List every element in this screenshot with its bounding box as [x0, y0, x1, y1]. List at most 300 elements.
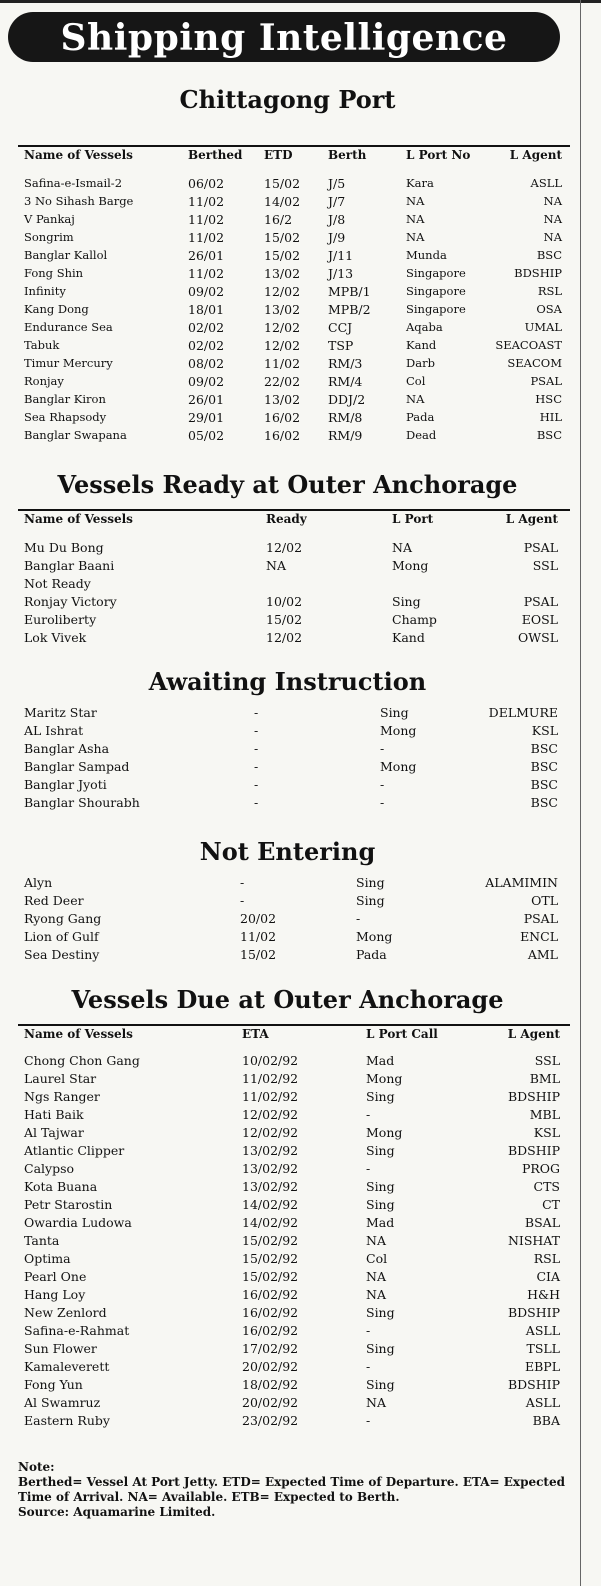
table-cell: 13/02	[264, 392, 301, 407]
col-header: Ready	[266, 512, 307, 526]
table-cell: ASLL	[525, 1323, 560, 1338]
table-cell: -	[254, 723, 259, 738]
page-title: Shipping Intelligence	[8, 12, 560, 62]
table-row	[18, 248, 570, 266]
table-cell: Champ	[392, 612, 437, 627]
table-cell: Mong	[380, 723, 417, 738]
table-cell: ASLL	[530, 176, 562, 190]
table-header	[18, 1027, 570, 1045]
table-cell: Sing	[366, 1179, 395, 1194]
table-cell: HSC	[535, 392, 562, 406]
table-cell: BDSHIP	[507, 1305, 560, 1320]
table-cell: NA	[543, 212, 562, 226]
table-row	[18, 540, 570, 558]
table-cell: Col	[366, 1251, 388, 1266]
table-cell: 15/02/92	[242, 1233, 299, 1248]
table-cell: -	[366, 1161, 371, 1176]
table-cell: 15/02	[264, 248, 301, 263]
table-cell: BDSHIP	[507, 1143, 560, 1158]
table-cell: 09/02	[188, 374, 225, 389]
table-cell: Fong Shin	[24, 266, 84, 280]
table-header	[18, 148, 570, 166]
table-cell: 23/02/92	[242, 1413, 299, 1428]
table-cell: DELMURE	[488, 705, 558, 720]
table-cell: RM/9	[328, 428, 363, 443]
table-cell: Fong Yun	[24, 1377, 83, 1392]
table-row	[18, 176, 570, 194]
table-row	[18, 558, 570, 576]
table-cell: Mad	[366, 1053, 395, 1068]
section-heading-ready: Vessels Ready at Outer Anchorage	[57, 470, 518, 499]
table-cell: Singapore	[406, 302, 466, 316]
table-cell: 02/02	[188, 338, 225, 353]
table-row	[18, 284, 570, 302]
table-cell: Al Swamruz	[24, 1395, 101, 1410]
table-row	[18, 1359, 570, 1377]
table-cell: BDSHIP	[507, 1089, 560, 1104]
table-cell: EBPL	[524, 1359, 560, 1374]
table-cell: TSP	[328, 338, 354, 353]
table-cell: Laurel Star	[24, 1071, 97, 1086]
table-cell: PSAL	[530, 374, 562, 388]
source-text: Source: Aquamarine Limited.	[18, 1505, 216, 1519]
table-row	[18, 266, 570, 284]
table-cell: Banglar Baani	[24, 558, 115, 573]
table-cell: Col	[406, 374, 426, 388]
table-row	[18, 194, 570, 212]
table-cell: 14/02/92	[242, 1215, 299, 1230]
table-header	[18, 512, 570, 530]
table-cell: SSL	[532, 558, 558, 573]
table-cell: 18/01	[188, 302, 225, 317]
table-row	[18, 1053, 570, 1071]
table-cell: Ngs Ranger	[24, 1089, 100, 1104]
table-row	[18, 1215, 570, 1233]
table-cell: Ronjay Victory	[24, 594, 117, 609]
table-cell: J/5	[328, 176, 346, 191]
col-header: Berth	[328, 148, 367, 162]
table-cell: -	[254, 759, 259, 774]
table-cell: KSL	[533, 1125, 560, 1140]
table-row	[18, 630, 570, 648]
table-cell: Atlantic Clipper	[24, 1143, 125, 1158]
table-cell: TSLL	[526, 1341, 560, 1356]
table-row	[18, 374, 570, 392]
table-cell: 11/02/92	[242, 1071, 299, 1086]
table-row	[18, 212, 570, 230]
table-cell: Sing	[356, 893, 385, 908]
table-cell: Sing	[366, 1377, 395, 1392]
table-cell: -	[366, 1359, 371, 1374]
table-cell: Mad	[366, 1215, 395, 1230]
table-cell: Kand	[406, 338, 437, 352]
table-cell: 05/02	[188, 428, 225, 443]
table-cell: NA	[543, 194, 562, 208]
table-cell: BDSHIP	[507, 1377, 560, 1392]
table-cell: Pada	[356, 947, 387, 962]
table-cell: Kand	[392, 630, 425, 645]
note-block	[18, 1460, 570, 1520]
table-cell: Lok Vivek	[24, 630, 87, 645]
table-cell: 13/02	[264, 266, 301, 281]
table-cell: BDSHIP	[514, 266, 562, 280]
table-cell: Banglar Shourabh	[24, 795, 140, 810]
table-row	[18, 795, 570, 813]
table-cell: 15/02	[264, 176, 301, 191]
table-cell: BSC	[530, 759, 558, 774]
col-header: L Agent	[505, 512, 558, 526]
top-rule	[0, 0, 601, 3]
table-cell: Mong	[366, 1071, 403, 1086]
chittagong-table	[18, 148, 570, 446]
table-cell: Sing	[380, 705, 409, 720]
table-cell: NA	[406, 392, 425, 406]
table-cell: -	[380, 795, 385, 810]
column-rule	[580, 0, 581, 1586]
table-row	[18, 1161, 570, 1179]
table-cell: 12/02	[264, 284, 301, 299]
table-cell: Darb	[406, 356, 435, 370]
table-row	[18, 1305, 570, 1323]
table-cell: 16/02/92	[242, 1323, 299, 1338]
table-cell: ALAMIMIN	[485, 875, 558, 890]
table-cell: 29/01	[188, 410, 225, 425]
table-cell: Banglar Sampad	[24, 759, 130, 774]
section-heading-awaiting: Awaiting Instruction	[148, 667, 427, 696]
table-row	[18, 1125, 570, 1143]
table-cell: -	[254, 741, 259, 756]
table-cell: 16/02	[264, 410, 301, 425]
table-cell: Banglar Jyoti	[24, 777, 107, 792]
table-cell: Chong Chon Gang	[24, 1053, 140, 1068]
table-cell: Timur Mercury	[24, 356, 113, 370]
table-row	[18, 338, 570, 356]
table-cell: CCJ	[328, 320, 353, 335]
table-cell: 12/02	[264, 338, 301, 353]
table-cell: Maritz Star	[24, 705, 97, 720]
table-cell: Al Tajwar	[24, 1125, 84, 1140]
table-row	[18, 1233, 570, 1251]
table-cell: Mong	[356, 929, 393, 944]
table-row	[18, 705, 570, 723]
table-cell: Kang Dong	[24, 302, 89, 316]
table-cell: 12/02/92	[242, 1125, 299, 1140]
table-cell: J/9	[328, 230, 346, 245]
table-row	[18, 612, 570, 630]
col-header: L Agent	[509, 148, 562, 162]
table-row	[18, 759, 570, 777]
note-text: Berthed= Vessel At Port Jetty. ETD= Expected Time of Departure. ETA= Expected Time of Arrival. NA= Available. ETB= Expected to Berth.	[18, 1475, 565, 1504]
table-cell: RM/4	[328, 374, 363, 389]
table-cell: Sing	[366, 1089, 395, 1104]
table-cell: Munda	[406, 248, 447, 262]
table-cell: Sing	[366, 1305, 395, 1320]
table-cell: BBA	[532, 1413, 560, 1428]
table-row	[18, 777, 570, 795]
table-cell: ASLL	[525, 1395, 560, 1410]
table-cell: BSC	[530, 777, 558, 792]
table-cell: Kota Buana	[24, 1179, 98, 1194]
table-cell: Euroliberty	[24, 612, 97, 627]
table-cell: CIA	[536, 1269, 560, 1284]
table-row	[18, 428, 570, 446]
table-cell: -	[366, 1413, 371, 1428]
table-cell: PROG	[521, 1161, 560, 1176]
table-cell: Mong	[366, 1125, 403, 1140]
table-cell: Pada	[406, 410, 435, 424]
table-cell: Petr Starostin	[24, 1197, 113, 1212]
table-cell: Owardia Ludowa	[24, 1215, 132, 1230]
table-cell: Endurance Sea	[24, 320, 113, 334]
table-cell: 15/02	[240, 947, 277, 962]
table-cell: 12/02	[266, 540, 303, 555]
header-rule	[18, 509, 570, 511]
table-cell: Tanta	[24, 1233, 60, 1248]
table-row	[18, 302, 570, 320]
table-row	[18, 594, 570, 612]
table-cell: Banglar Kallol	[24, 248, 108, 262]
table-cell: Singapore	[406, 284, 466, 298]
table-cell: -	[380, 741, 385, 756]
header-rule	[18, 1024, 570, 1026]
table-cell: 22/02	[264, 374, 301, 389]
table-cell: Hang Loy	[24, 1287, 86, 1302]
table-cell: NA	[406, 212, 425, 226]
header-rule	[18, 145, 570, 147]
table-cell: 16/02/92	[242, 1287, 299, 1302]
table-cell: 15/02/92	[242, 1251, 299, 1266]
table-cell: 13/02	[264, 302, 301, 317]
table-cell: 16/02/92	[242, 1305, 299, 1320]
table-cell: Pearl One	[24, 1269, 87, 1284]
table-row	[18, 741, 570, 759]
table-cell: MPB/2	[328, 302, 371, 317]
table-cell: ENCL	[520, 929, 558, 944]
table-cell: J/11	[328, 248, 354, 263]
table-cell: -	[240, 893, 245, 908]
table-cell: RM/3	[328, 356, 363, 371]
table-cell: 11/02	[188, 266, 225, 281]
table-cell: Banglar Kiron	[24, 392, 106, 406]
table-cell: Infinity	[24, 284, 66, 298]
table-row	[18, 1197, 570, 1215]
ready-table	[18, 512, 570, 648]
table-cell: 12/02/92	[242, 1107, 299, 1122]
table-cell: Red Deer	[24, 893, 84, 908]
table-cell: AL Ishrat	[24, 723, 84, 738]
table-row	[18, 1107, 570, 1125]
table-cell: NA	[366, 1269, 386, 1284]
table-cell: 14/02/92	[242, 1197, 299, 1212]
table-row	[18, 723, 570, 741]
table-cell: Safina-e-Rahmat	[24, 1323, 130, 1338]
col-header: Berthed	[188, 148, 243, 162]
table-cell: OSA	[536, 302, 562, 316]
table-cell: NA	[266, 558, 286, 573]
table-cell: 16/2	[264, 212, 293, 227]
table-cell: 15/02	[266, 612, 303, 627]
table-cell: 12/02	[264, 320, 301, 335]
table-cell: 11/02	[264, 356, 301, 371]
table-row	[18, 1089, 570, 1107]
table-cell: Sing	[366, 1197, 395, 1212]
table-cell: Sing	[366, 1143, 395, 1158]
note-label: Note:	[18, 1460, 55, 1474]
table-cell: Mong	[380, 759, 417, 774]
table-cell: 02/02	[188, 320, 225, 335]
table-cell: BSC	[536, 428, 562, 442]
table-row	[18, 1143, 570, 1161]
table-cell: Ronjay	[24, 374, 64, 388]
table-cell: CT	[542, 1197, 560, 1212]
awaiting-table	[18, 705, 570, 813]
table-cell: MPB/1	[328, 284, 371, 299]
table-cell: Sea Destiny	[24, 947, 100, 962]
table-cell: OTL	[531, 893, 558, 908]
table-cell: HIL	[539, 410, 562, 424]
table-cell: Kamaleverett	[24, 1359, 110, 1374]
table-cell: NA	[366, 1395, 386, 1410]
table-cell: 20/02	[240, 911, 277, 926]
table-cell: Lion of Gulf	[24, 929, 99, 944]
table-row	[18, 1323, 570, 1341]
table-cell: Hati Baik	[24, 1107, 84, 1122]
table-cell: Sea Rhapsody	[24, 410, 107, 424]
section-heading-chittagong: Chittagong Port	[179, 85, 396, 114]
table-cell: Dead	[406, 428, 437, 442]
table-cell: UMAL	[524, 320, 562, 334]
table-row	[18, 947, 570, 965]
table-cell: Mong	[392, 558, 429, 573]
col-header: Name of Vessels	[24, 148, 133, 162]
table-cell: SEACOAST	[495, 338, 562, 352]
col-header: L Port	[392, 512, 434, 526]
table-cell: 11/02/92	[242, 1089, 299, 1104]
table-cell: Sing	[356, 875, 385, 890]
table-row	[18, 392, 570, 410]
table-cell: MBL	[529, 1107, 560, 1122]
table-cell: Kara	[406, 176, 434, 190]
table-cell: SEACOM	[507, 356, 562, 370]
table-cell: 06/02	[188, 176, 225, 191]
table-cell: Alyn	[24, 875, 53, 890]
col-header: L Port No	[406, 148, 471, 162]
table-cell: Aqaba	[406, 320, 443, 334]
table-row	[18, 320, 570, 338]
table-cell: BSC	[530, 741, 558, 756]
col-header: ETD	[264, 148, 293, 162]
table-cell: Safina-e-Ismail-2	[24, 176, 123, 190]
table-cell: -	[366, 1323, 371, 1338]
table-cell: 13/02/92	[242, 1143, 299, 1158]
table-cell: 08/02	[188, 356, 225, 371]
table-row	[18, 410, 570, 428]
table-row	[18, 929, 570, 947]
table-row	[18, 1413, 570, 1431]
table-cell: 09/02	[188, 284, 225, 299]
table-cell: -	[254, 705, 259, 720]
table-cell: KSL	[531, 723, 558, 738]
table-row	[18, 576, 570, 594]
table-cell: NA	[392, 540, 412, 555]
table-cell: CTS	[533, 1179, 560, 1194]
table-cell: 13/02/92	[242, 1161, 299, 1176]
table-cell: 3 No Sihash Barge	[24, 194, 134, 208]
table-row	[18, 893, 570, 911]
col-header: L Port Call	[366, 1027, 438, 1041]
table-row	[18, 230, 570, 248]
table-cell: Eastern Ruby	[24, 1413, 110, 1428]
col-header: L Agent	[507, 1027, 560, 1041]
table-row	[18, 911, 570, 929]
table-cell: J/8	[328, 212, 346, 227]
table-cell: V Pankaj	[24, 212, 75, 226]
table-cell: 12/02	[266, 630, 303, 645]
table-cell: 20/02/92	[242, 1359, 299, 1374]
table-cell: Not Ready	[24, 576, 91, 591]
table-cell: 11/02	[188, 194, 225, 209]
section-heading-due: Vessels Due at Outer Anchorage	[71, 985, 504, 1014]
table-cell: NA	[406, 230, 425, 244]
table-cell: BSAL	[524, 1215, 560, 1230]
table-cell: Optima	[24, 1251, 71, 1266]
table-cell: AML	[527, 947, 558, 962]
table-cell: NA	[406, 194, 425, 208]
col-header: ETA	[242, 1027, 269, 1041]
table-cell: Mu Du Bong	[24, 540, 104, 555]
table-cell: -	[254, 777, 259, 792]
col-header: Name of Vessels	[24, 512, 133, 526]
table-cell: 17/02/92	[242, 1341, 299, 1356]
table-cell: PSAL	[523, 594, 558, 609]
table-row	[18, 1377, 570, 1395]
table-cell: BSC	[536, 248, 562, 262]
table-row	[18, 1287, 570, 1305]
table-cell: Singapore	[406, 266, 466, 280]
table-cell: Calypso	[24, 1161, 75, 1176]
table-row	[18, 356, 570, 374]
table-cell: Banglar Swapana	[24, 428, 127, 442]
table-row	[18, 1341, 570, 1359]
table-cell: Sun Flower	[24, 1341, 97, 1356]
table-cell: -	[240, 875, 245, 890]
table-cell: Sing	[392, 594, 421, 609]
table-cell: RSL	[537, 284, 562, 298]
table-cell: 10/02/92	[242, 1053, 299, 1068]
table-cell: 18/02/92	[242, 1377, 299, 1392]
table-cell: NA	[366, 1233, 386, 1248]
table-cell: -	[366, 1107, 371, 1122]
table-cell: 11/02	[240, 929, 277, 944]
table-cell: 11/02	[188, 212, 225, 227]
table-cell: NA	[543, 230, 562, 244]
table-row	[18, 1269, 570, 1287]
table-cell: H&H	[527, 1287, 560, 1302]
table-cell: New Zenlord	[24, 1305, 107, 1320]
table-cell: 20/02/92	[242, 1395, 299, 1410]
table-cell: BML	[529, 1071, 560, 1086]
table-cell: OWSL	[518, 630, 558, 645]
table-cell: EOSL	[521, 612, 558, 627]
table-cell: NA	[366, 1287, 386, 1302]
table-cell: 13/02/92	[242, 1179, 299, 1194]
table-row	[18, 1251, 570, 1269]
table-cell: 26/01	[188, 248, 225, 263]
table-cell: RSL	[533, 1251, 560, 1266]
table-cell: 14/02	[264, 194, 301, 209]
table-cell: PSAL	[523, 540, 558, 555]
table-cell: 16/02	[264, 428, 301, 443]
